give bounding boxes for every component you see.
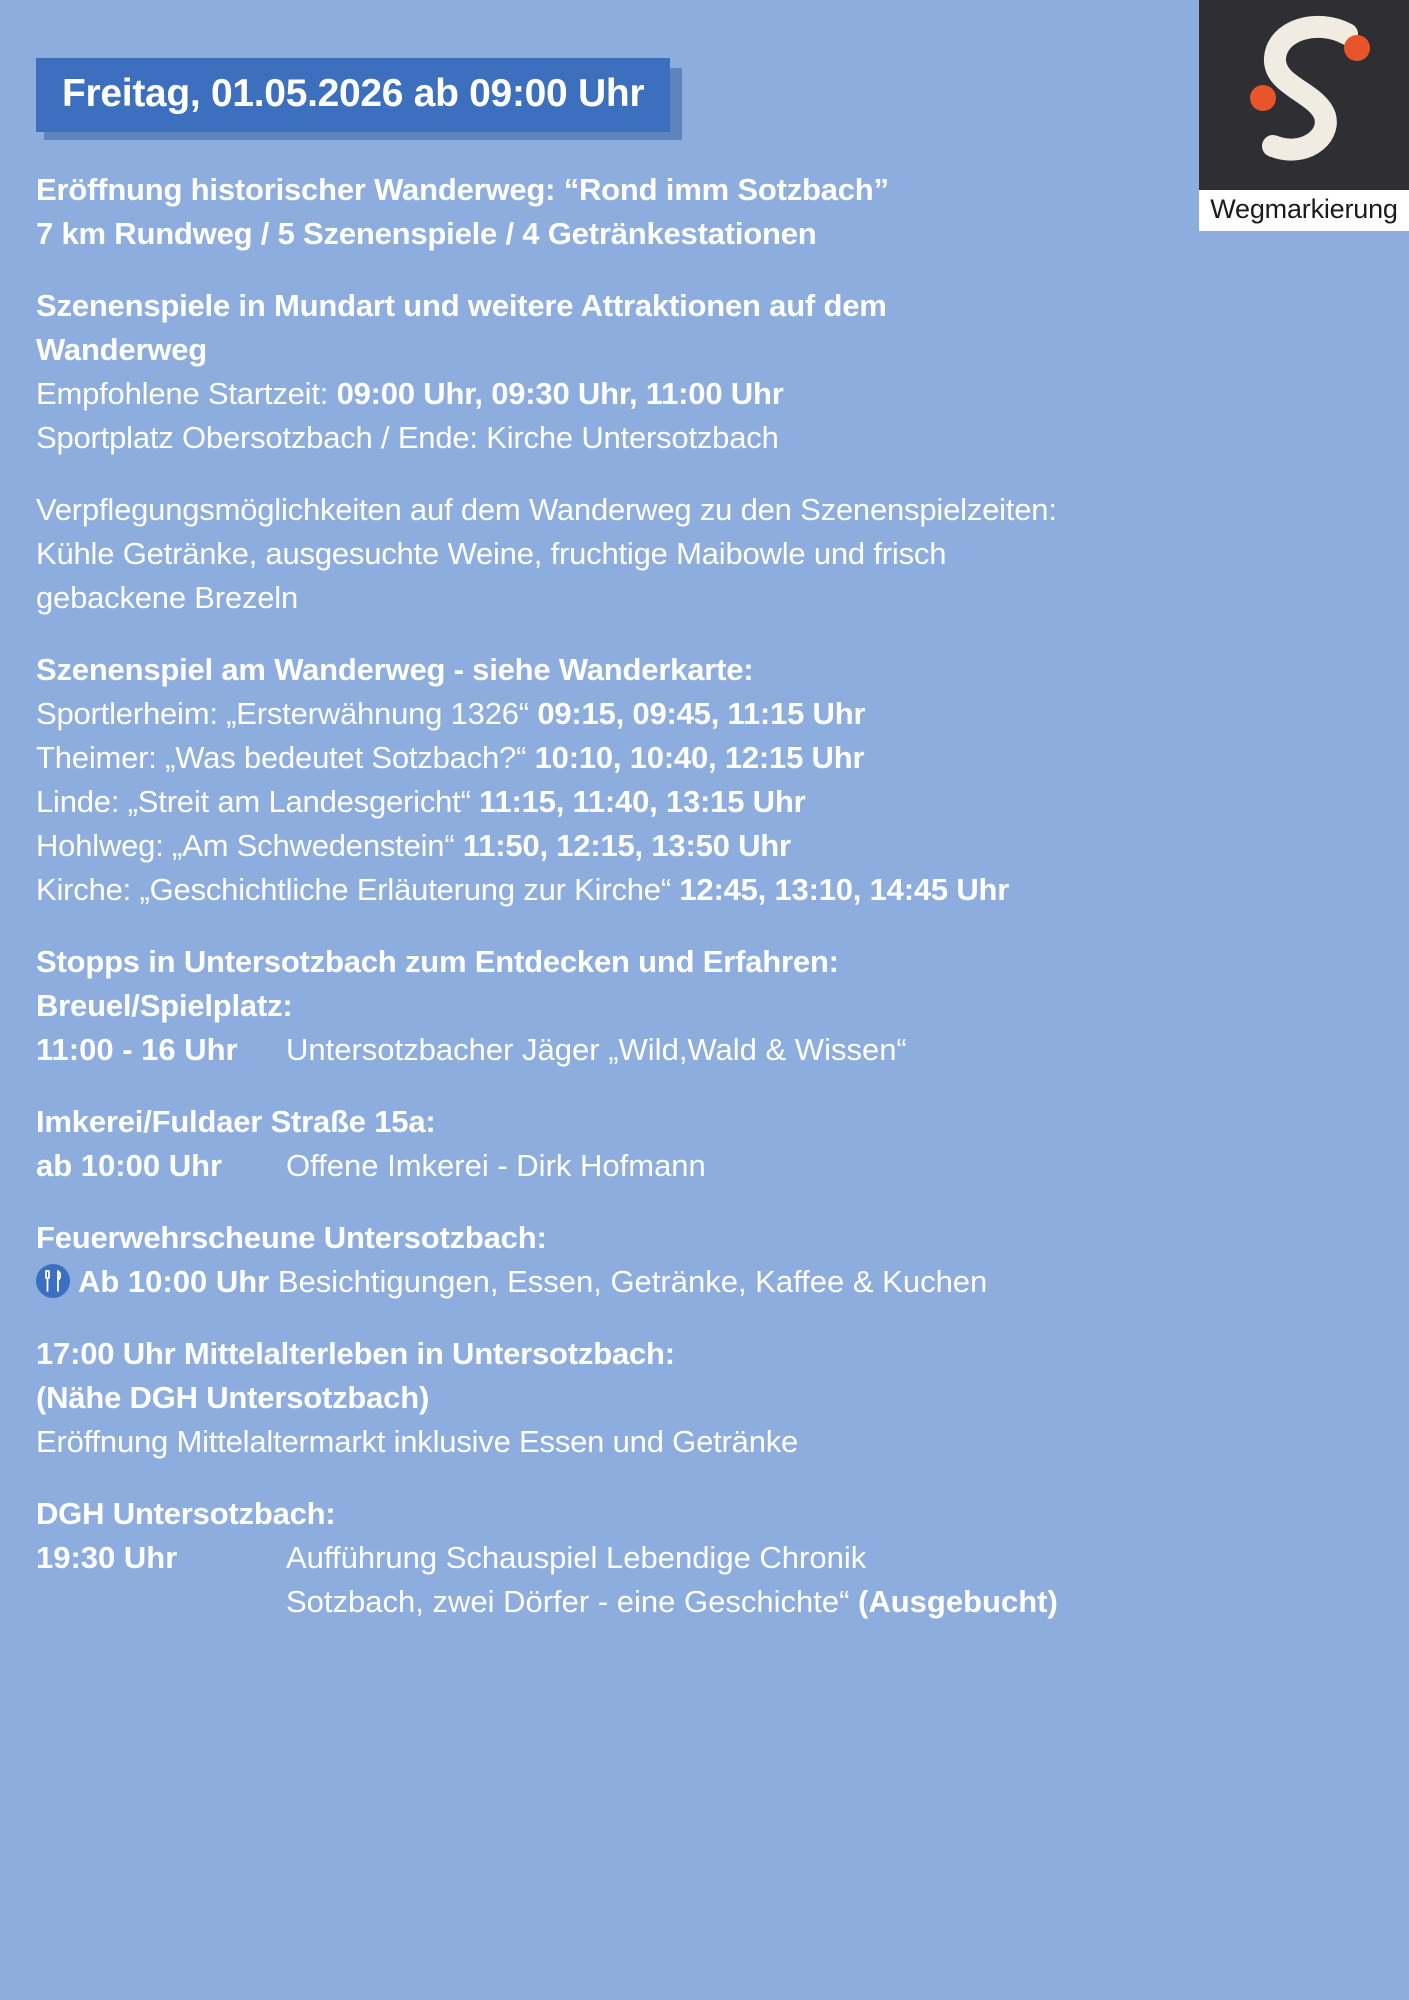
stop-breuel-time: 11:00 - 16 Uhr bbox=[36, 1032, 238, 1068]
scene-item bbox=[36, 692, 1373, 736]
dgh-block bbox=[36, 1492, 1373, 1624]
stop-imkerei-block bbox=[36, 1100, 1373, 1188]
scene-times: 09:15, 09:45, 11:15 Uhr bbox=[537, 696, 866, 732]
dgh-row-2 bbox=[36, 1580, 1373, 1624]
stop-imkerei-time: ab 10:00 Uhr bbox=[36, 1148, 223, 1184]
dgh-status: (Ausgebucht) bbox=[858, 1584, 1058, 1620]
logo-caption: Wegmarkierung bbox=[1199, 190, 1409, 231]
stop-breuel-row bbox=[36, 1028, 1373, 1072]
mittelalter-line-3: Eröffnung Mittelaltermarkt inklusive Essen und Getränke bbox=[36, 1424, 799, 1460]
stop-imkerei-text: Offene Imkerei - Dirk Hofmann bbox=[286, 1148, 706, 1184]
scenes-heading: Szenenspiel am Wanderweg - siehe Wanderkarte: bbox=[36, 652, 754, 688]
scene-times: 12:45, 13:10, 14:45 Uhr bbox=[679, 872, 1010, 908]
dgh-title: DGH Untersotzbach: bbox=[36, 1496, 336, 1532]
stop-feuerwehr-text: Besichtigungen, Essen, Getränke, Kaffee & Kuchen bbox=[269, 1264, 988, 1300]
stop-imkerei-row bbox=[36, 1144, 1373, 1188]
opening-block bbox=[36, 168, 1373, 256]
stops-block bbox=[36, 940, 1373, 1072]
opening-title: Eröffnung historischer Wanderweg: “Rond imm Sotzbach” bbox=[36, 172, 889, 207]
stop-breuel-title: Breuel/Spielplatz: bbox=[36, 988, 293, 1024]
mittelalter-line-1: 17:00 Uhr Mittelalterleben in Untersotzbach: bbox=[36, 1336, 675, 1372]
mittelalter-line-2: (Nähe DGH Untersotzbach) bbox=[36, 1380, 430, 1416]
catering-block bbox=[36, 488, 1373, 620]
stops-heading: Stopps in Untersotzbach zum Entdecken und Erfahren: bbox=[36, 944, 839, 980]
date-banner-label: Freitag, 01.05.2026 ab 09:00 Uhr bbox=[36, 58, 670, 132]
scene-place: Linde: „Streit am Landesgericht“ bbox=[36, 784, 480, 820]
dgh-text-line-1: Aufführung Schauspiel Lebendige Chronik bbox=[286, 1540, 867, 1576]
scene-times: 10:10, 10:40, 12:15 Uhr bbox=[534, 740, 865, 776]
catering-line-2: Kühle Getränke, ausgesuchte Weine, fruchtige Maibowle und frisch bbox=[36, 536, 947, 572]
scene-place: Sportlerheim: „Ersterwähnung 1326“ bbox=[36, 696, 538, 732]
scene-place: Theimer: „Was bedeutet Sotzbach?“ bbox=[36, 740, 535, 776]
stop-feuerwehr-row bbox=[36, 1260, 1373, 1304]
scene-item bbox=[36, 868, 1373, 912]
date-banner bbox=[36, 58, 670, 132]
recommended-start-label: Empfohlene Startzeit: bbox=[36, 376, 337, 412]
dgh-time: 19:30 Uhr bbox=[36, 1540, 178, 1576]
dgh-text-line-2: Sotzbach, zwei Dörfer - eine Geschichte“ bbox=[286, 1584, 859, 1620]
catering-line-1: Verpflegungsmöglichkeiten auf dem Wanderweg zu den Szenenspielzeiten: bbox=[36, 492, 1057, 528]
mittelalter-block bbox=[36, 1332, 1373, 1464]
opening-subtitle: 7 km Rundweg / 5 Szenenspiele / 4 Getränkestationen bbox=[36, 216, 817, 252]
scenes-intro-heading-line2: Wanderweg bbox=[36, 332, 208, 368]
route-line: Sportplatz Obersotzbach / Ende: Kirche Untersotzbach bbox=[36, 420, 779, 456]
catering-line-3: gebackene Brezeln bbox=[36, 580, 299, 616]
scene-item bbox=[36, 780, 1373, 824]
s-trail-marker-icon bbox=[1199, 0, 1409, 190]
scene-item bbox=[36, 736, 1373, 780]
scene-times: 11:15, 11:40, 13:15 Uhr bbox=[479, 784, 806, 820]
scene-item bbox=[36, 824, 1373, 868]
scene-place: Hohlweg: „Am Schwedenstein“ bbox=[36, 828, 463, 864]
scene-times: 11:50, 12:15, 13:50 Uhr bbox=[462, 828, 791, 864]
logo-badge bbox=[1199, 0, 1409, 231]
scenes-intro-block bbox=[36, 284, 1373, 460]
stop-breuel-text: Untersotzbacher Jäger „Wild,Wald & Wissen“ bbox=[286, 1032, 907, 1068]
stop-imkerei-title: Imkerei/Fuldaer Straße 15a: bbox=[36, 1104, 436, 1140]
cutlery-icon bbox=[36, 1264, 70, 1298]
scene-place: Kirche: „Geschichtliche Erläuterung zur Kirche“ bbox=[36, 872, 680, 908]
scenes-intro-heading-line1: Szenenspiele in Mundart und weitere Attraktionen auf dem bbox=[36, 288, 887, 324]
recommended-start-times: 09:00 Uhr, 09:30 Uhr, 11:00 Uhr bbox=[336, 376, 784, 412]
recommended-start bbox=[36, 372, 1373, 416]
dgh-row-1 bbox=[36, 1536, 1373, 1580]
scenes-block bbox=[36, 648, 1373, 912]
stop-feuerwehr-block bbox=[36, 1216, 1373, 1304]
stop-feuerwehr-title: Feuerwehrscheune Untersotzbach: bbox=[36, 1220, 547, 1256]
stop-feuerwehr-time: Ab 10:00 Uhr bbox=[78, 1264, 270, 1300]
